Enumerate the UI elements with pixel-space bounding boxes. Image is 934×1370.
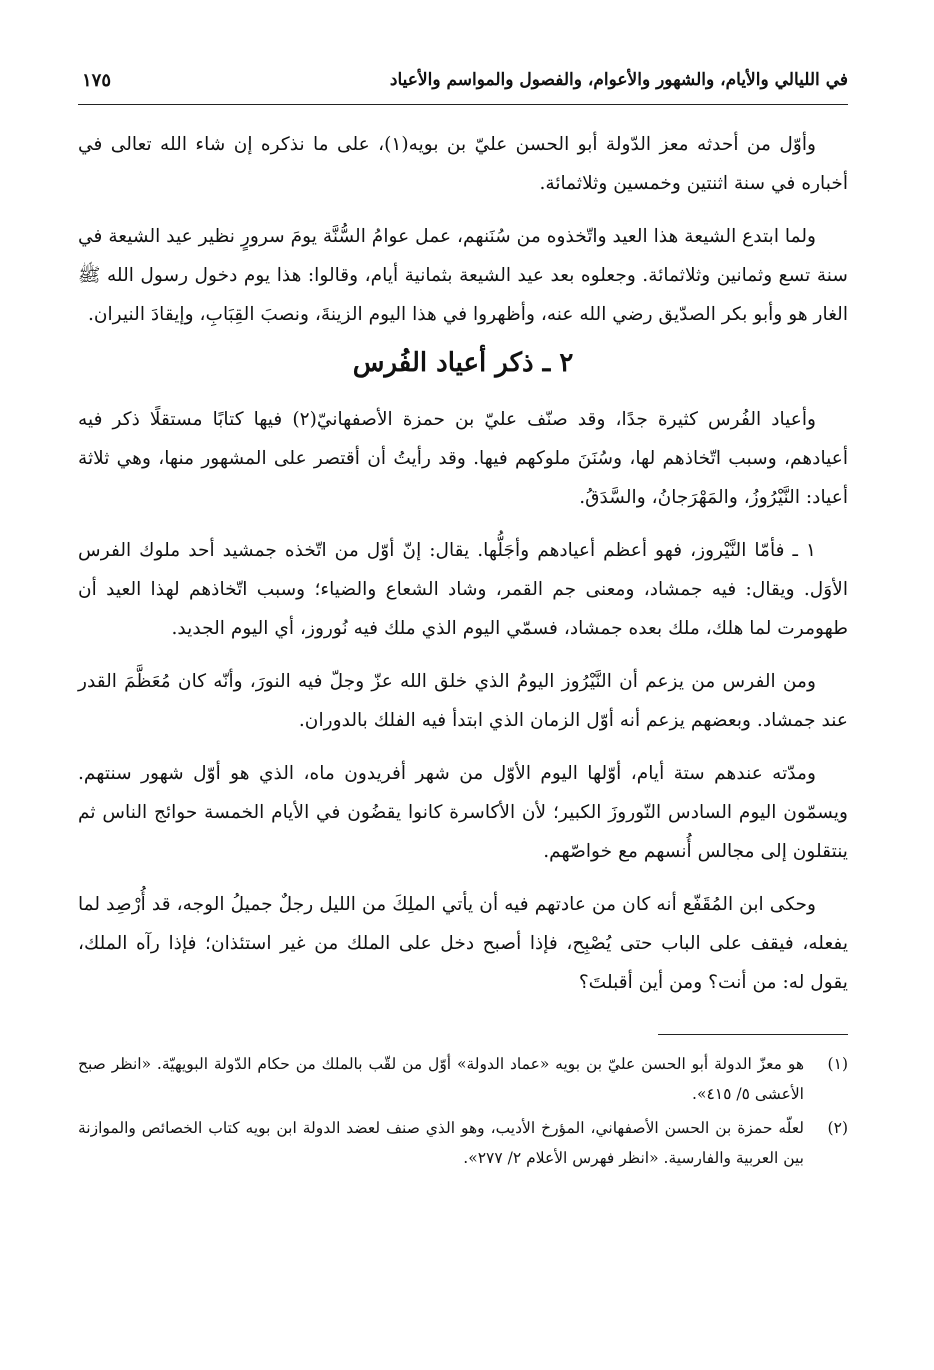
page-number: ١٧٥: [82, 70, 112, 91]
footnote-divider: [658, 1034, 848, 1035]
paragraph: ولما ابتدع الشيعة هذا العيد واتّخذوه من سُنَنهم، عمل عوامُ السُّنَّة يومَ سرورٍ نظير عيد الشيعة في سنة تسع وثمانين وثلاثمائة. وجعلوه بعد عيد الشيعة بثمانية أيام، وقالوا: هذا يوم دخول رسول الله ﷺ الغار هو وأبو بكر الصدّيق رضي الله عنه، وأظهروا في هذا اليوم الزينةَ، ونصبَ القِبَابِ، وإيقادَ النيران.: [78, 226, 848, 325]
footnote-mark: (١): [827, 1055, 848, 1073]
section-heading: ٢ ـ ذكر أعياد الفُرس: [352, 348, 574, 378]
footnote-mark: (٢): [827, 1119, 848, 1137]
paragraph: وأعياد الفُرس كثيرة جدًا، وقد صنّف عليّ بن حمزة الأصفهانيّ(٢) فيها كتابًا مستقلًا ذكر فيه أعيادهم، وسبب اتّخاذهم لها، وسُنَنَ ملوكهم فيها. وقد رأيتُ أن أقتصر على المشهور منها، وهي ثلاثة أعياد: النَّيْرُوزُ، والمَهْرَجانُ، والسَّدَقُ.: [78, 409, 848, 508]
paragraph: وأوّل من أحدثه معز الدّولة أبو الحسن عليّ بن بويه(١)، على ما نذكره إن شاء الله تعالى في أخباره في سنة اثنتين وخمسين وثلاثمائة.: [78, 134, 848, 194]
paragraph: ١ ـ فأمّا النَّيْروز، فهو أعظم أعيادهم وأجَلُّها. يقال: إنّ أوّل من اتّخذه جمشيد أحد ملوك الفرس الأوَل. ويقال: فيه جمشاد، ومعنى جم القمر، وشاد الشعاع والضياء؛ وسبب اتّخاذهم لهذا العيد أن طهومرت لما هلك، ملك بعده جمشاد، فسمّي اليوم الذي ملك فيه نُوروز، أي اليوم الجديد.: [78, 540, 848, 639]
footnote: [78, 1049, 848, 1109]
footnotes: [78, 1049, 848, 1173]
footnote-text: لعلّه حمزة بن الحسن الأصفهاني، المؤرخ الأديب، وهو الذي صنف لعضد الدولة ابن بويه كتاب الخصائص والموازنة بين العربية والفارسية. «انظر فهرس الأعلام ٢/ ٢٧٧».: [78, 1119, 804, 1167]
paragraph: ومدّته عندهم ستة أيام، أوّلها اليوم الأوّل من شهر أفريدون ماه، الذي هو أوّل شهور سنتهم. ويسمّون اليوم السادس النّوروزَ الكبير؛ لأن الأكاسرة كانوا يقضُون في الأيام الخمسة حوائج الناس ثم ينتقلون إلى مجالس أُنسهم مع خواصّهم.: [78, 763, 848, 862]
running-title: في الليالي والأيام، والشهور والأعوام، والفصول والمواسم والأعياد: [389, 70, 848, 90]
paragraph: وحكى ابن المُقَفّع أنه كان من عادتهم فيه أن يأتي الملِكَ من الليل رجلٌ جميلُ الوجه، قد أُرْصِد لما يفعله، فيقف على الباب حتى يُصْبِح، فإذا أصبح دخل على الملك من غير استئذان؛ فإذا رآه الملك، يقول له: من أنت؟ ومن أين أقبلتَ؟: [78, 894, 848, 993]
body-text: [78, 125, 848, 1002]
footnote: [78, 1113, 848, 1173]
paragraph: ومن الفرس من يزعم أن النَّيْرُوز اليومُ الذي خلق الله عزّ وجلّ فيه النورَ، وأنّه كان مُعَظَّمَ القدر عند جمشاد. وبعضهم يزعم أنه أوّل الزمان الذي ابتدأ فيه الفلك بالدوران.: [78, 671, 848, 731]
footnote-text: هو معزّ الدولة أبو الحسن عليّ بن بويه «عماد الدولة» أوّل من لقّب بالملك من حكام الدّولة البويهيّة. «انظر صبح الأعشى ٥/ ٤١٥».: [78, 1055, 804, 1103]
book-page: [78, 60, 848, 1177]
page-header: [78, 60, 848, 105]
